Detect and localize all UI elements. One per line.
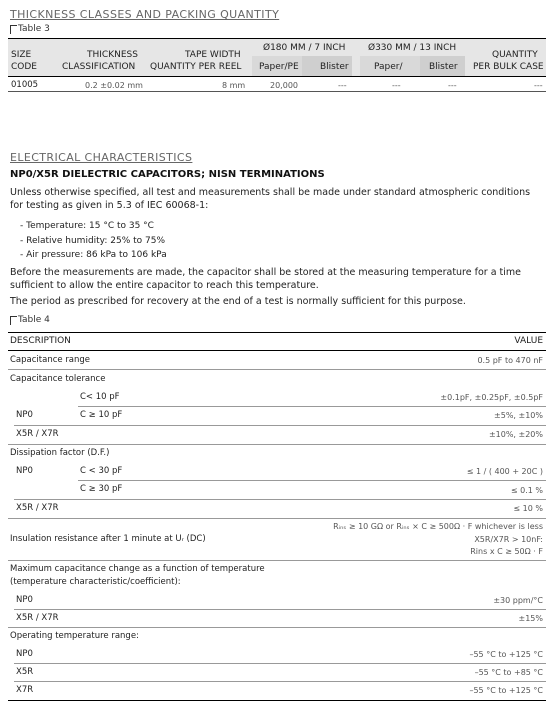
th-paper330: Paper/: [374, 62, 403, 72]
cell-tape: 8 mm: [222, 81, 246, 90]
th-tape-width: TAPE WIDTH: [185, 50, 241, 60]
t4-df-value3: ≤ 10 %: [513, 504, 543, 513]
t4-ins-value3: Rins x C ≥ 50Ω · F: [470, 547, 543, 556]
t4-cap-tol-type3: X5R / X7R: [16, 429, 59, 439]
th-blister180: Blister: [320, 62, 349, 72]
section-title-electrical: ELECTRICAL CHARACTERISTICS: [10, 151, 193, 164]
t4-maxcap-value1: ±30 ppm/°C: [493, 596, 543, 605]
t4-rule: [78, 480, 546, 481]
table4-top-rule: [8, 332, 546, 333]
t4-rule: [14, 499, 546, 500]
t4-df-value2: ≤ 0.1 %: [510, 486, 543, 495]
th-blister330: Blister: [429, 62, 458, 72]
t4-header-rule: [8, 350, 546, 351]
table4-label: [10, 315, 50, 325]
t4-rule: [14, 663, 546, 664]
bullet-pressure: - Air pressure: 86 kPa to 106 kPa: [20, 250, 167, 260]
t4-df-cond1: C < 30 pF: [80, 466, 123, 476]
para1-line2: sufficient to allow the entire capacitor to reach this temperature.: [10, 280, 319, 291]
para2: The period as prescribed for recovery at the end of a test is normally sufficient for this purpose.: [10, 296, 466, 307]
table3-header-rule: [8, 76, 546, 77]
t4-header-description: DESCRIPTION: [10, 336, 71, 346]
bullet-humidity: - Relative humidity: 25% to 75%: [20, 236, 166, 246]
table3-bottom-rule: [8, 91, 546, 92]
t4-rule: [14, 681, 546, 682]
section-title-thickness: THICKNESS CLASSES AND PACKING QUANTITY: [10, 8, 280, 21]
t4-rule: [14, 609, 546, 610]
t4-df-cond2: C ≥ 30 pF: [80, 484, 123, 494]
cell-paper330: ---: [392, 81, 401, 90]
t4-cap-tol-value3: ±10%, ±20%: [488, 430, 543, 439]
cell-bulk: ---: [534, 81, 543, 90]
t4-maxcap-type1: NP0: [16, 595, 33, 605]
t4-df-type1: NP0: [16, 466, 33, 476]
t4-optemp-label: Operating temperature range:: [10, 631, 139, 641]
th-per-bulk: PER BULK CASE: [473, 62, 544, 72]
th-code: CODE: [11, 62, 37, 72]
t4-cap-tol-cond2: C ≥ 10 pF: [80, 410, 123, 420]
t4-maxcap-value2: ±15%: [518, 614, 543, 623]
t4-optemp-value3: –55 °C to +125 °C: [469, 686, 543, 695]
t4-maxcap-label1: Maximum capacitance change as a function of temperature: [10, 564, 265, 574]
th-quantity: QUANTITY: [492, 50, 538, 60]
th-qty-per-reel: QUANTITY PER REEL: [150, 62, 242, 72]
bullet-temperature: - Temperature: 15 °C to 35 °C: [20, 221, 154, 231]
t4-cap-tol-value2: ±5%, ±10%: [494, 411, 543, 420]
intro-line1: Unless otherwise specified, all test and measurements shall be made under standard atmospheric conditions: [10, 187, 531, 198]
t4-rule: [8, 444, 546, 445]
t4-header-value: VALUE: [514, 336, 543, 346]
t4-optemp-type2: X5R: [16, 667, 34, 677]
t4-df-value1: ≤ 1 / ( 400 + 20C ): [466, 467, 543, 476]
table-bracket-icon: [10, 25, 17, 34]
table-bracket-icon: [10, 316, 17, 325]
th-paper180: Paper/PE: [259, 62, 299, 72]
t4-ins-label: Insulation resistance after 1 minute at Uᵣ (DC): [10, 534, 206, 544]
t4-maxcap-label2: (temperature characteristic/coefficient):: [10, 577, 181, 587]
t4-optemp-value1: –55 °C to +125 °C: [469, 650, 543, 659]
t4-optemp-value2: –55 °C to +85 °C: [474, 668, 543, 677]
th-thickness: THICKNESS: [87, 50, 138, 60]
t4-rule: [8, 518, 546, 519]
table3-top-rule: [8, 38, 546, 39]
t4-cap-tol-type2: NP0: [16, 410, 33, 420]
t4-optemp-type1: NP0: [16, 649, 33, 659]
t4-ins-value2: X5R/X7R > 10nF:: [474, 535, 543, 544]
t4-cap-tol-cond1: C< 10 pF: [80, 392, 120, 402]
t4-ins-value1: Rᵢₙₛ ≥ 10 GΩ or Rᵢₙₛ × C ≥ 500Ω · F whichever is less: [333, 522, 543, 531]
th-classification: CLASSIFICATION: [62, 62, 136, 72]
t4-rule: [78, 406, 546, 407]
t4-df-type3: X5R / X7R: [16, 503, 59, 513]
t4-cap-range-label: Capacitance range: [10, 355, 91, 365]
table3-label: [10, 24, 50, 34]
cell-thickness: 0.2 ±0.02 mm: [85, 81, 143, 90]
table4-bottom-rule: [8, 700, 546, 701]
cell-blister180: ---: [338, 81, 347, 90]
t4-cap-range-value: 0.5 pF to 470 nF: [477, 356, 543, 365]
t4-cap-tol-value1: ±0.1pF, ±0.25pF, ±0.5pF: [440, 393, 543, 402]
t4-rule: [14, 425, 546, 426]
cell-paper180: 20,000: [270, 81, 298, 90]
para1-line1: Before the measurements are made, the capacitor shall be stored at the measuring temperature for a time: [10, 267, 522, 278]
t4-df-label: Dissipation factor (D.F.): [10, 448, 110, 458]
t4-rule: [8, 560, 546, 561]
t4-rule: [8, 627, 546, 628]
table3-label-text: Table 3: [18, 24, 50, 34]
t4-optemp-type3: X7R: [16, 685, 34, 695]
t4-rule: [8, 369, 546, 370]
t4-maxcap-type2: X5R / X7R: [16, 613, 59, 623]
th-reel180: Ø180 MM / 7 INCH: [263, 43, 346, 53]
table4-label-text: Table 4: [18, 315, 50, 325]
t4-cap-tol-label: Capacitance tolerance: [10, 374, 106, 384]
cell-blister330: ---: [448, 81, 457, 90]
th-size: SIZE: [11, 50, 32, 60]
cell-size: 01005: [11, 80, 39, 90]
th-reel330: Ø330 MM / 13 INCH: [368, 43, 457, 53]
intro-line2: for testing as given in 5.3 of IEC 60068-1:: [10, 200, 209, 211]
section-subtitle: NP0/X5R DIELECTRIC CAPACITORS; NISN TERMINATIONS: [10, 169, 325, 180]
